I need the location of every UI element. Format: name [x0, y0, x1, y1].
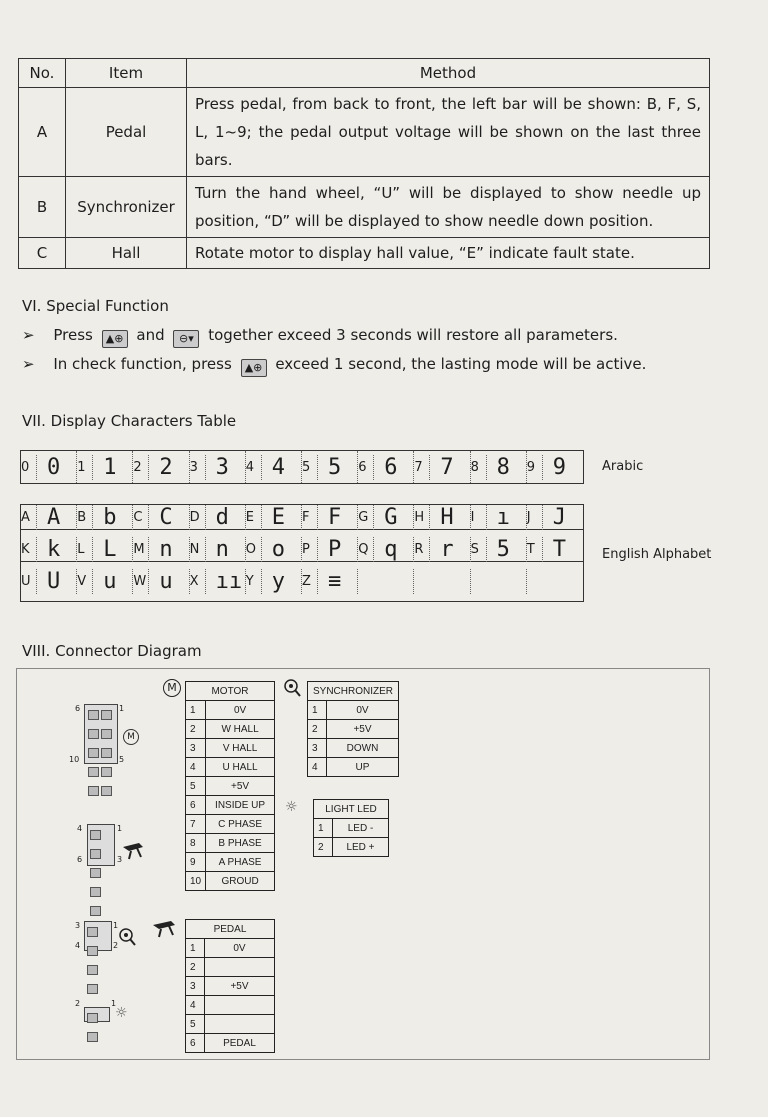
pin-table-title: PEDAL — [186, 920, 275, 939]
char-cell — [527, 451, 583, 483]
segment-glyph: n — [148, 537, 188, 562]
char-label: B — [77, 510, 87, 525]
pedal-icon — [121, 839, 147, 861]
char-label: 8 — [470, 459, 479, 475]
pin-row — [186, 996, 275, 1015]
row-item: Synchronizer — [66, 177, 187, 238]
char-cell — [527, 505, 583, 530]
char-label: Q — [358, 542, 369, 557]
pin-number: 3 — [308, 739, 327, 758]
char-label: N — [189, 542, 200, 557]
pin-number: 1 — [314, 819, 333, 838]
segment-glyph: ı — [486, 505, 526, 530]
row-method: Press pedal, from back to front, the left bar will be shown: B, F, S, L, 1~9; the pedal output voltage will be shown on the last three bars. — [187, 88, 710, 177]
char-label: E — [245, 510, 255, 525]
segment-glyph: y — [261, 569, 301, 594]
table-row — [19, 238, 710, 269]
segment-glyph: T — [542, 537, 583, 562]
char-cell — [527, 569, 583, 594]
char-label: J — [526, 510, 531, 525]
char-label: 5 — [302, 459, 311, 475]
plus-button-icon: ▲⊕ — [102, 330, 128, 348]
pin-number: 4 — [308, 758, 327, 777]
pin-row — [308, 758, 399, 777]
synchronizer-connector — [84, 921, 112, 951]
connector-heading: VIII. Connector Diagram — [22, 642, 202, 660]
pin-number: 2 — [314, 838, 333, 857]
segment-glyph: C — [148, 505, 188, 530]
char-label: 1 — [77, 459, 86, 475]
segment-glyph: q — [373, 537, 413, 562]
pin-signal: LED - — [333, 819, 389, 838]
table-row — [19, 177, 710, 238]
pin-row — [314, 819, 389, 838]
char-cell — [21, 569, 77, 594]
pin-number: 2 — [186, 958, 205, 977]
pin-number: 4 — [186, 996, 205, 1015]
pin-row — [186, 796, 275, 815]
segment-glyph: J — [542, 505, 583, 530]
pin-signal: +5V — [327, 720, 399, 739]
segment-glyph: u — [92, 569, 132, 594]
pin-table-title: LIGHT LED — [314, 800, 389, 819]
pin-row — [186, 777, 275, 796]
char-cell — [358, 451, 414, 483]
segment-glyph: d — [205, 505, 245, 530]
segment-glyph: 6 — [373, 455, 413, 480]
pin-signal: INSIDE UP — [206, 796, 275, 815]
pin-table-title: SYNCHRONIZER — [308, 682, 399, 701]
synchronizer-symbol-icon — [283, 678, 301, 698]
segment-glyph: 0 — [36, 455, 76, 480]
pin-signal: 0V — [206, 701, 275, 720]
alphabet-char-table — [20, 504, 584, 602]
char-label: O — [245, 542, 257, 557]
char-cell — [21, 451, 77, 483]
led-symbol-icon: ☼ — [285, 799, 298, 815]
special-bullet-1: ➢ Press ▲⊕ and ⊖▾ together exceed 3 seconds will restore all parameters. — [22, 326, 618, 348]
char-cell — [358, 569, 414, 594]
segment-glyph: 5 — [486, 537, 526, 562]
pin-signal: 0V — [205, 939, 275, 958]
char-label: 4 — [245, 459, 255, 475]
pin-signal: 0V — [327, 701, 399, 720]
segment-glyph: H — [429, 505, 469, 530]
segment-glyph: A — [36, 505, 76, 530]
char-cell — [302, 537, 358, 562]
pin-number: 3 — [186, 977, 205, 996]
arabic-label: Arabic — [602, 459, 644, 474]
pin-signal — [205, 1015, 275, 1034]
char-cell — [302, 569, 358, 594]
bullet-mark: ➢ — [22, 326, 35, 344]
char-row — [21, 505, 583, 530]
char-cell — [527, 537, 583, 562]
pin-row — [308, 720, 399, 739]
char-cell — [77, 451, 133, 483]
col-item-header: Item — [66, 59, 187, 88]
char-label: W — [133, 574, 147, 589]
english-alphabet-label: English Alphabet — [602, 547, 712, 562]
row-item: Hall — [66, 238, 187, 269]
pin-row — [186, 720, 275, 739]
segment-glyph: 5 — [317, 455, 357, 480]
char-label: 0 — [21, 459, 30, 475]
char-cell — [246, 451, 302, 483]
pin-row — [314, 838, 389, 857]
bullet-mark: ➢ — [22, 355, 35, 373]
segment-glyph: n — [205, 537, 245, 562]
char-cell — [302, 505, 358, 530]
char-label: 6 — [358, 459, 367, 475]
char-cell — [414, 569, 470, 594]
segment-glyph: 9 — [542, 455, 583, 480]
row-method: Rotate motor to display hall value, “E” indicate fault state. — [187, 238, 710, 269]
char-label: K — [21, 542, 30, 557]
segment-glyph: u — [148, 569, 188, 594]
char-row — [21, 537, 583, 562]
char-cell — [190, 451, 246, 483]
char-cell — [414, 505, 470, 530]
segment-glyph: 7 — [429, 455, 469, 480]
char-cell — [414, 451, 470, 483]
pin-signal: +5V — [206, 777, 275, 796]
row-no: A — [19, 88, 66, 177]
pin-signal: +5V — [205, 977, 275, 996]
char-label: H — [414, 510, 425, 525]
char-cell — [302, 451, 358, 483]
segment-glyph: 8 — [486, 455, 526, 480]
pin-row — [186, 758, 275, 777]
char-cell — [471, 505, 527, 530]
light-bulb-icon: ☼ — [115, 1005, 128, 1021]
segment-glyph: 4 — [261, 455, 301, 480]
char-cell — [77, 537, 133, 562]
pin-signal — [205, 996, 275, 1015]
row-item: Pedal — [66, 88, 187, 177]
char-cell — [77, 569, 133, 594]
pin-row — [308, 739, 399, 758]
special-bullet-2: ➢ In check function, press ▲⊕ exceed 1 second, the lasting mode will be active. — [22, 355, 646, 377]
motor-connector — [84, 704, 118, 764]
pin-signal: GROUD — [206, 872, 275, 891]
light-led-pin-table — [313, 799, 389, 857]
char-cell — [358, 537, 414, 562]
segment-glyph: 1 — [92, 455, 132, 480]
segment-glyph: U — [36, 569, 76, 594]
pin-number: 1 — [186, 939, 205, 958]
char-label: S — [470, 542, 479, 557]
pin-number: 3 — [186, 739, 206, 758]
pin-row — [186, 1015, 275, 1034]
char-cell — [21, 505, 77, 530]
char-label: L — [77, 542, 85, 557]
row-method: Turn the hand wheel, “U” will be displayed to show needle up position, “D” will be displayed to show needle down position. — [187, 177, 710, 238]
pin-row — [308, 701, 399, 720]
char-cell — [77, 505, 133, 530]
char-label: T — [526, 542, 535, 557]
pin-row — [186, 872, 275, 891]
pin-signal: DOWN — [327, 739, 399, 758]
char-label: G — [358, 510, 369, 525]
char-label: F — [302, 510, 310, 525]
row-no: C — [19, 238, 66, 269]
pin-number: 8 — [186, 834, 206, 853]
char-label: 3 — [189, 459, 198, 475]
char-row — [21, 569, 583, 593]
row-no: B — [19, 177, 66, 238]
char-cell — [133, 505, 189, 530]
pin-signal: V HALL — [206, 739, 275, 758]
connector-diagram-box: 6 1 10 5 M 4 1 6 3 3 1 4 2 2 1 ☼ M MOTOR 1 0V 2 W HALL 3 V HALL 4 U HALL 5 +5V 6 INSIDE UP 7 C PHASE 8 B PHASE 9 A PHASE 10 GROUD SYNCHRONIZER 1 0V 2 +5V 3 DOWN 4 UP ☼ LIGHT LED 1 LED - 2 LED + PEDAL 1 0V 2 3 +5V 4 5 6 PEDAL — [16, 668, 710, 1060]
motor-icon: M — [123, 729, 139, 745]
char-label: U — [21, 574, 31, 589]
pin-number: 7 — [186, 815, 206, 834]
table-header-row — [19, 59, 710, 88]
char-cell — [246, 569, 302, 594]
pin-number: 2 — [186, 720, 206, 739]
pin-signal: U HALL — [206, 758, 275, 777]
segment-glyph: o — [261, 537, 301, 562]
pin-row — [186, 1034, 275, 1053]
pin-row — [186, 701, 275, 720]
char-label: C — [133, 510, 143, 525]
segment-glyph: P — [317, 537, 357, 562]
pin-number: 5 — [186, 1015, 205, 1034]
char-label: 9 — [526, 459, 536, 475]
char-label: I — [470, 510, 475, 525]
char-cell — [358, 505, 414, 530]
char-cell — [414, 537, 470, 562]
pin-number: 1 — [308, 701, 327, 720]
pin-number: 5 — [186, 777, 206, 796]
pin-row — [186, 977, 275, 996]
char-cell — [21, 537, 77, 562]
segment-glyph: G — [373, 505, 413, 530]
segment-glyph: k — [36, 537, 76, 562]
pedal-pin-table — [185, 919, 275, 1053]
pedal-symbol-icon — [151, 919, 181, 939]
method-table — [18, 58, 710, 269]
segment-glyph: b — [92, 505, 132, 530]
pin-number: 6 — [186, 796, 206, 815]
pin-signal: A PHASE — [206, 853, 275, 872]
led-connector — [84, 1007, 110, 1022]
segment-glyph: 3 — [205, 455, 245, 480]
segment-glyph: E — [261, 505, 301, 530]
synchronizer-pin-table — [307, 681, 399, 777]
col-method-header: Method — [187, 59, 710, 88]
pin-number: 2 — [308, 720, 327, 739]
segment-glyph: ≡ — [317, 569, 357, 594]
segment-glyph: ıı — [205, 569, 245, 594]
pin-number: 6 — [186, 1034, 205, 1053]
pin-signal: LED + — [333, 838, 389, 857]
char-label: X — [189, 574, 199, 589]
pin-number: 1 — [186, 701, 206, 720]
char-cell — [471, 537, 527, 562]
char-label: A — [21, 510, 30, 525]
col-no-header: No. — [19, 59, 66, 88]
segment-glyph: F — [317, 505, 357, 530]
char-cell — [133, 569, 189, 594]
pedal-connector — [87, 824, 115, 866]
synchronizer-icon — [118, 927, 136, 947]
pin-row — [186, 853, 275, 872]
char-cell — [133, 451, 189, 483]
pin-number: 10 — [186, 872, 206, 891]
char-label: R — [414, 542, 424, 557]
char-label: Y — [245, 574, 254, 589]
segment-glyph: r — [429, 537, 469, 562]
arabic-char-table — [20, 450, 584, 484]
pin-row — [186, 958, 275, 977]
pin-number: 4 — [186, 758, 206, 777]
motor-symbol-icon: M — [163, 679, 181, 697]
char-cell — [190, 537, 246, 562]
char-label: M — [133, 542, 145, 557]
char-label: V — [77, 574, 87, 589]
motor-pin-table — [185, 681, 275, 891]
pin-signal: UP — [327, 758, 399, 777]
pin-signal: C PHASE — [206, 815, 275, 834]
minus-button-icon: ⊖▾ — [173, 330, 199, 348]
segment-glyph: 2 — [148, 455, 188, 480]
pin-row — [186, 815, 275, 834]
char-cell — [471, 569, 527, 594]
char-label: 2 — [133, 459, 142, 475]
plus-button-icon: ▲⊕ — [241, 359, 267, 377]
segment-glyph: L — [92, 537, 132, 562]
pin-signal: PEDAL — [205, 1034, 275, 1053]
char-cell — [246, 537, 302, 562]
char-cell — [133, 537, 189, 562]
char-label: P — [302, 542, 310, 557]
pin-number: 9 — [186, 853, 206, 872]
pin-signal: W HALL — [206, 720, 275, 739]
pin-signal: B PHASE — [206, 834, 275, 853]
char-cell — [190, 569, 246, 594]
char-label: Z — [302, 574, 311, 589]
pin-row — [186, 739, 275, 758]
pin-table-title: MOTOR — [186, 682, 275, 701]
char-label: D — [189, 510, 200, 525]
char-cell — [471, 451, 527, 483]
char-label: 7 — [414, 459, 423, 475]
pin-row — [186, 834, 275, 853]
pin-row — [186, 939, 275, 958]
pin-signal — [205, 958, 275, 977]
table-row — [19, 88, 710, 177]
special-function-heading: VI. Special Function — [22, 297, 169, 315]
char-cell — [246, 505, 302, 530]
display-table-heading: VII. Display Characters Table — [22, 412, 237, 430]
char-cell — [190, 505, 246, 530]
